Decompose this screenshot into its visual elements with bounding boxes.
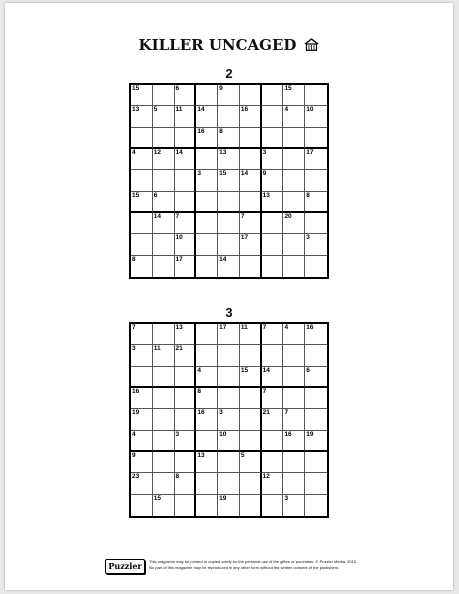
grid-cell[interactable]: [283, 388, 305, 409]
grid-cell[interactable]: [196, 256, 218, 277]
grid-cell[interactable]: [283, 409, 305, 430]
grid-cell[interactable]: [175, 345, 197, 366]
cage-sum-clue: 21: [262, 409, 270, 417]
cage-sum-clue: 19: [306, 430, 314, 438]
grid-cell[interactable]: [283, 170, 305, 191]
grid-cell[interactable]: [153, 388, 175, 409]
grid-cell[interactable]: [196, 431, 218, 452]
grid-cell[interactable]: [262, 367, 284, 388]
grid-cell[interactable]: [175, 452, 197, 473]
cage-sum-clue: 10: [175, 234, 183, 242]
grid-cell[interactable]: [153, 85, 175, 106]
grid-cell[interactable]: [262, 452, 284, 473]
grid-cell[interactable]: [175, 128, 197, 149]
grid-cell[interactable]: [240, 388, 262, 409]
grid-cell[interactable]: [218, 324, 240, 345]
cage-sum-clue: 4: [197, 366, 201, 374]
cage-sum-clue: 16: [197, 127, 205, 135]
grid-cell[interactable]: [218, 128, 240, 149]
grid-cell[interactable]: [283, 473, 305, 494]
grid-cell[interactable]: [240, 149, 262, 170]
grid-cell[interactable]: [283, 149, 305, 170]
grid-cell[interactable]: [131, 431, 153, 452]
grid-cell[interactable]: [175, 409, 197, 430]
cage-sum-clue: 10: [306, 106, 314, 114]
grid-cell[interactable]: [283, 345, 305, 366]
grid-cell[interactable]: [305, 452, 327, 473]
grid-cell[interactable]: [175, 324, 197, 345]
grid-cell[interactable]: [131, 473, 153, 494]
grid-cell[interactable]: [305, 85, 327, 106]
cage-sum-clue: 3: [132, 345, 136, 353]
cage-sum-clue: 10: [219, 430, 227, 438]
grid-cell[interactable]: [218, 495, 240, 516]
cage-sum-clue: 13: [262, 191, 270, 199]
grid-cell[interactable]: [218, 106, 240, 127]
cage-sum-clue: 13: [175, 324, 183, 331]
cage-sum-clue: 6: [153, 191, 158, 199]
cage-sum-clue: 8: [197, 388, 201, 395]
grid-cell[interactable]: [240, 85, 262, 106]
grid-cell[interactable]: [175, 431, 197, 452]
grid-cell[interactable]: [240, 234, 262, 255]
grid-cell[interactable]: [196, 409, 218, 430]
grid-cell[interactable]: [218, 431, 240, 452]
grid-cell[interactable]: [196, 388, 218, 409]
cage-sum-clue: 17: [240, 234, 249, 242]
cage-sum-clue: 13: [132, 106, 140, 114]
grid-cell[interactable]: [175, 149, 197, 170]
cage-sum-clue: 14: [240, 170, 249, 178]
grid-cell[interactable]: [262, 431, 284, 452]
grid-cell[interactable]: [196, 106, 218, 127]
grid-cell[interactable]: [131, 256, 153, 277]
cage-sum-clue: 14: [153, 213, 161, 220]
cage-sum-clue: 7: [284, 409, 289, 417]
grid-cell[interactable]: [305, 234, 327, 255]
grid-cell[interactable]: [305, 106, 327, 127]
cage-sum-clue: 8: [219, 127, 223, 135]
grid-cell[interactable]: [283, 495, 305, 516]
cage-sum-clue: 23: [132, 473, 140, 481]
cage-sum-clue: 17: [175, 255, 183, 263]
grid-cell[interactable]: [305, 388, 327, 409]
grid-cell[interactable]: [262, 324, 284, 345]
grid-cell[interactable]: [175, 495, 197, 516]
cage-sum-clue: 16: [132, 388, 140, 395]
cage-sum-clue: 11: [175, 106, 183, 114]
cage-sum-clue: 3: [219, 409, 223, 417]
grid-cell[interactable]: [283, 85, 305, 106]
grid-cell[interactable]: [305, 256, 327, 277]
cage-sum-clue: 9: [132, 452, 136, 459]
puzzler-logo: Puzzler: [105, 559, 145, 574]
grid-cell[interactable]: [196, 234, 218, 255]
grid-cell[interactable]: [175, 234, 197, 255]
grid-cell[interactable]: [218, 367, 240, 388]
grid-cell[interactable]: [131, 106, 153, 127]
cage-sum-clue: 7: [262, 388, 267, 395]
cage-sum-clue: 8: [175, 473, 180, 481]
grid-cell[interactable]: [262, 234, 284, 255]
grid-cell[interactable]: [153, 256, 175, 277]
grid-cell[interactable]: [175, 192, 197, 213]
grid-cell[interactable]: [240, 128, 262, 149]
grid-cell[interactable]: [262, 106, 284, 127]
grid-cell[interactable]: [305, 495, 327, 516]
grid-cell[interactable]: [131, 213, 153, 234]
cage-sum-clue: 16: [197, 409, 205, 417]
cage-sum-clue: 5: [240, 452, 245, 459]
grid-cell[interactable]: [196, 85, 218, 106]
grid-cell[interactable]: [305, 473, 327, 494]
grid-cell[interactable]: [262, 192, 284, 213]
grid-cell[interactable]: [262, 85, 284, 106]
grid-cell[interactable]: [196, 128, 218, 149]
cage-sum-clue: 15: [132, 191, 140, 199]
grid-cell[interactable]: [240, 473, 262, 494]
grid-cell[interactable]: [153, 345, 175, 366]
cage-sum-clue: 3: [175, 430, 180, 438]
grid-cell[interactable]: [305, 170, 327, 191]
grid-cell[interactable]: [153, 324, 175, 345]
grid-cell[interactable]: [262, 213, 284, 234]
grid-cell[interactable]: [262, 256, 284, 277]
cage-sum-clue: 4: [132, 430, 136, 438]
cage-sum-clue: 14: [175, 149, 183, 156]
grid-cell[interactable]: [240, 409, 262, 430]
grid-cell[interactable]: [218, 234, 240, 255]
grid-cell[interactable]: [283, 192, 305, 213]
grid-cell[interactable]: [218, 192, 240, 213]
grid-cell[interactable]: [196, 170, 218, 191]
grid-cell[interactable]: [131, 192, 153, 213]
cage-sum-clue: 4: [284, 106, 289, 114]
grid-cell[interactable]: [262, 473, 284, 494]
grid-cell[interactable]: [175, 388, 197, 409]
grid-cell[interactable]: [240, 431, 262, 452]
grid-cell[interactable]: [196, 324, 218, 345]
grid-cell[interactable]: [175, 256, 197, 277]
grid-cell[interactable]: [262, 128, 284, 149]
grid-cell[interactable]: [283, 367, 305, 388]
grid-cell[interactable]: [153, 409, 175, 430]
grid-cell[interactable]: [240, 106, 262, 127]
grid-cell[interactable]: [131, 367, 153, 388]
grid-cell[interactable]: [153, 234, 175, 255]
grid-cell[interactable]: [240, 345, 262, 366]
cage-sum-clue: 20: [284, 213, 292, 220]
grid-cell[interactable]: [131, 170, 153, 191]
cage-sum-clue: 5: [153, 106, 158, 114]
grid-cell[interactable]: [131, 452, 153, 473]
cage-sum-clue: 4: [284, 324, 289, 331]
grid-cell[interactable]: [218, 149, 240, 170]
cage-sum-clue: 4: [132, 149, 136, 156]
grid-cell[interactable]: [283, 431, 305, 452]
grid-cell[interactable]: [196, 345, 218, 366]
cage-sum-clue: 16: [306, 324, 314, 331]
grid-cell[interactable]: [305, 213, 327, 234]
grid-cell[interactable]: [283, 452, 305, 473]
grid-cell[interactable]: [305, 431, 327, 452]
puzzle-page: [5, 3, 453, 590]
grid-cell[interactable]: [218, 256, 240, 277]
cage-sum-clue: 13: [197, 452, 205, 459]
grid-cell[interactable]: [218, 388, 240, 409]
grid-cell[interactable]: [218, 345, 240, 366]
grid-cell[interactable]: [262, 345, 284, 366]
cage-sum-clue: 3: [262, 149, 267, 156]
grid-cell[interactable]: [240, 170, 262, 191]
cage-sum-clue: 19: [219, 494, 227, 502]
cage-sum-clue: 21: [175, 345, 183, 353]
grid-cell[interactable]: [131, 85, 153, 106]
grid-cell[interactable]: [305, 367, 327, 388]
cage-sum-clue: 7: [240, 213, 245, 220]
cage-sum-clue: 7: [175, 213, 180, 220]
grid-cell[interactable]: [131, 128, 153, 149]
grid-cell[interactable]: [305, 192, 327, 213]
grid-cell[interactable]: [240, 213, 262, 234]
cage-sum-clue: 16: [240, 106, 249, 114]
cage-sum-clue: 8: [306, 191, 310, 199]
grid-cell[interactable]: [175, 170, 197, 191]
cage-sum-clue: 12: [262, 473, 270, 481]
cage-sum-clue: 7: [132, 324, 136, 331]
grid-cell[interactable]: [283, 256, 305, 277]
grid-cell[interactable]: [240, 256, 262, 277]
grid-cell[interactable]: [262, 409, 284, 430]
legal-line-1: This magazine may be printed or copied solely for the personal use of the giftee or purchaser. © Puzzler Media, 2015.: [149, 559, 358, 564]
grid-cell[interactable]: [175, 367, 197, 388]
cage-sum-clue: 15: [153, 494, 161, 502]
grid-cell[interactable]: [240, 452, 262, 473]
grid-cell[interactable]: [262, 495, 284, 516]
cage-sum-clue: 13: [219, 149, 227, 156]
grid-cell[interactable]: [196, 213, 218, 234]
grid-cell[interactable]: [240, 192, 262, 213]
grid-cell[interactable]: [305, 409, 327, 430]
footer: [105, 557, 425, 575]
cage-sum-clue: 3: [306, 234, 310, 242]
grid-cell[interactable]: [283, 234, 305, 255]
grid-cell[interactable]: [153, 106, 175, 127]
grid-cell[interactable]: [196, 452, 218, 473]
grid-cell[interactable]: [196, 192, 218, 213]
grid-cell[interactable]: [196, 495, 218, 516]
grid-cell[interactable]: [131, 345, 153, 366]
cage-sum-clue: 9: [219, 85, 223, 92]
grid-cell[interactable]: [153, 473, 175, 494]
grid-cell[interactable]: [283, 128, 305, 149]
grid-cell[interactable]: [305, 324, 327, 345]
grid-cell[interactable]: [131, 234, 153, 255]
grid-cell[interactable]: [131, 149, 153, 170]
puzzle-number-3: 3: [225, 305, 233, 320]
cage-sum-clue: 17: [306, 149, 314, 156]
sudoku-grid-3: [129, 322, 329, 518]
cage-sum-clue: 15: [240, 366, 249, 374]
grid-cell[interactable]: [262, 149, 284, 170]
grid-cell[interactable]: [283, 106, 305, 127]
grid-cell[interactable]: [175, 106, 197, 127]
title-text: KILLER UNCAGED: [138, 36, 297, 54]
puzzle-number-2: 2: [225, 66, 233, 81]
cage-sum-clue: 15: [284, 85, 292, 92]
grid-cell[interactable]: [305, 345, 327, 366]
grid-cell[interactable]: [153, 367, 175, 388]
grid-cell[interactable]: [196, 149, 218, 170]
cage-sum-clue: 15: [219, 170, 227, 178]
grid-cell[interactable]: [131, 388, 153, 409]
grid-cell[interactable]: [131, 409, 153, 430]
grid-cell[interactable]: [196, 473, 218, 494]
grid-cell[interactable]: [131, 495, 153, 516]
cage-sum-clue: 11: [240, 324, 248, 331]
grid-cell[interactable]: [153, 149, 175, 170]
grid-cell[interactable]: [218, 170, 240, 191]
grid-cell[interactable]: [240, 495, 262, 516]
cage-sum-clue: 8: [132, 255, 136, 263]
grid-cell[interactable]: [283, 324, 305, 345]
grid-cell[interactable]: [153, 192, 175, 213]
sudoku-grid-2: [129, 83, 329, 279]
grid-cell[interactable]: [218, 213, 240, 234]
grid-cell[interactable]: [131, 324, 153, 345]
cage-sum-clue: 14: [197, 106, 205, 114]
grid-cell[interactable]: [153, 128, 175, 149]
grid-cell[interactable]: [153, 452, 175, 473]
grid-cell[interactable]: [240, 367, 262, 388]
grid-cell[interactable]: [153, 431, 175, 452]
grid-cell[interactable]: [218, 473, 240, 494]
cage-sum-clue: 7: [262, 324, 267, 331]
cage-sum-clue: 16: [284, 430, 292, 438]
grid-cell[interactable]: [283, 213, 305, 234]
cage-sum-clue: 11: [153, 345, 161, 353]
grid-cell[interactable]: [153, 170, 175, 191]
house-icon: [304, 38, 319, 51]
grid-cell[interactable]: [175, 85, 197, 106]
grid-cell[interactable]: [153, 495, 175, 516]
grid-cell[interactable]: [262, 170, 284, 191]
grid-cell[interactable]: [218, 85, 240, 106]
cage-sum-clue: 3: [284, 494, 289, 502]
grid-cell[interactable]: [175, 473, 197, 494]
grid-cell[interactable]: [305, 128, 327, 149]
cage-sum-clue: 19: [132, 409, 140, 417]
grid-cell[interactable]: [175, 213, 197, 234]
legal-notice: [149, 559, 419, 571]
cage-sum-clue: 14: [262, 366, 270, 374]
cage-sum-clue: 9: [262, 170, 267, 178]
grid-cell[interactable]: [240, 324, 262, 345]
cage-sum-clue: 17: [219, 324, 227, 331]
grid-cell[interactable]: [262, 388, 284, 409]
grid-cell[interactable]: [218, 409, 240, 430]
grid-cell[interactable]: [218, 452, 240, 473]
cage-sum-clue: 12: [153, 149, 161, 156]
legal-line-2: No part of this magazine may be reproduced in any other form without the written consent of the publishers.: [149, 565, 340, 570]
cage-sum-clue: 6: [306, 366, 310, 374]
cage-sum-clue: 6: [175, 85, 180, 92]
cage-sum-clue: 14: [219, 255, 227, 263]
cage-sum-clue: 15: [132, 85, 140, 92]
grid-cell[interactable]: [153, 213, 175, 234]
grid-cell[interactable]: [196, 367, 218, 388]
cage-sum-clue: 3: [197, 170, 201, 178]
page-title: [5, 36, 453, 54]
grid-cell[interactable]: [305, 149, 327, 170]
